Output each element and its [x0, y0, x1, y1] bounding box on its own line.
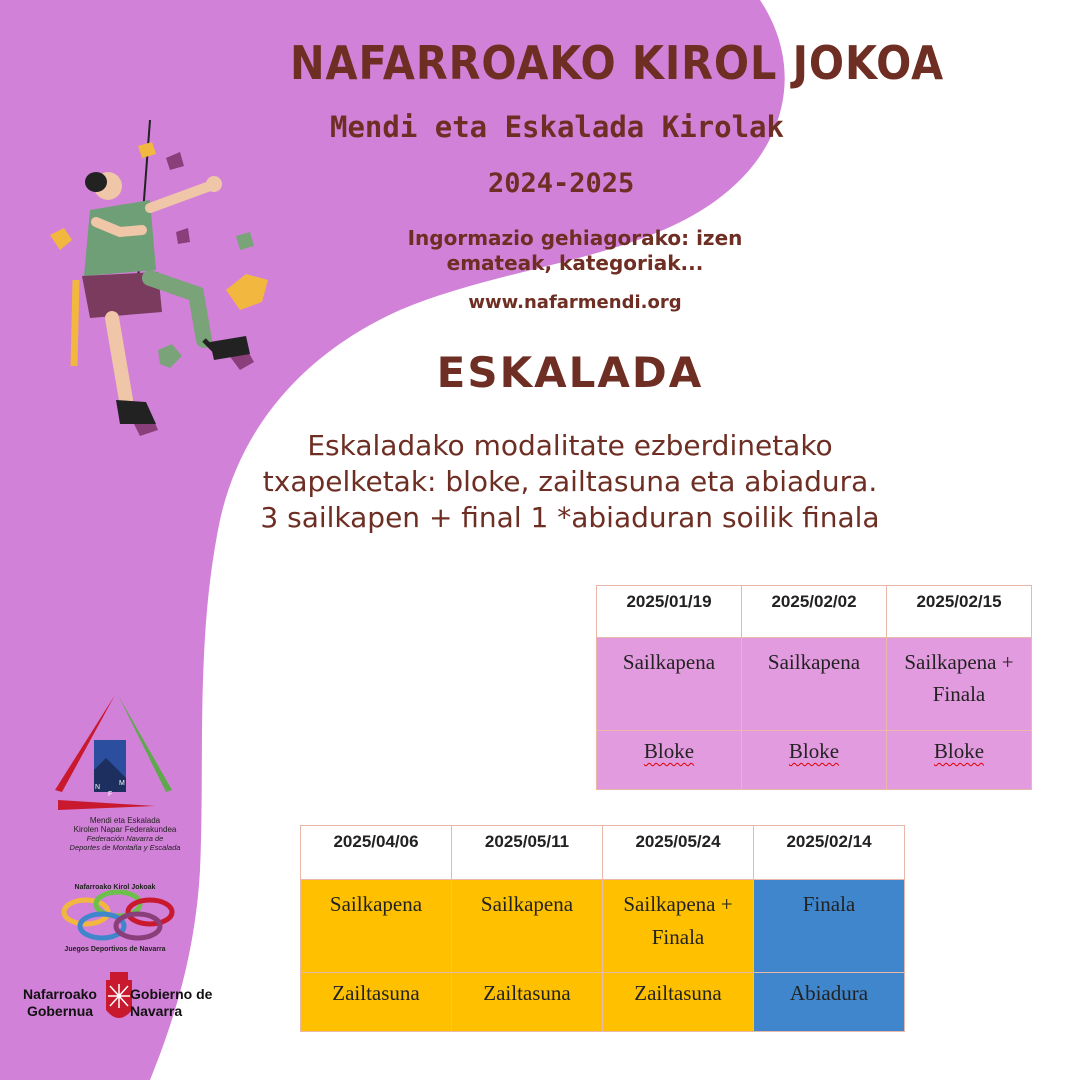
date-cell: 2025/02/02	[742, 586, 887, 638]
bloke-schedule-table	[596, 585, 1032, 790]
table-row	[597, 638, 1032, 731]
modality-cell: Abiadura	[754, 973, 905, 1032]
modality-cell: Zailtasuna	[301, 973, 452, 1032]
phase-cell: Sailkapena	[452, 880, 603, 973]
federation-name-line: Federación Navarra de	[86, 834, 164, 843]
phase-cell: Sailkapena	[597, 638, 742, 731]
phase-cell: Sailkapena	[301, 880, 452, 973]
kirol-jokoak-title: Nafarroako Kirol Jokoak	[74, 884, 156, 891]
modality-label: Bloke	[933, 739, 985, 763]
modality-cell: Zailtasuna	[452, 973, 603, 1032]
zailtasuna-schedule-table	[300, 825, 905, 1032]
date-cell: 2025/02/14	[754, 826, 905, 880]
section-description: Eskaladako modalitate ezberdinetako txapelketak: bloke, zailtasuna eta abiadura. 3 sailkapen + final 1 *abiaduran soilik finala	[260, 429, 880, 534]
season-years: 2024-2025	[488, 168, 635, 199]
date-cell: 2025/01/19	[597, 586, 742, 638]
date-cell: 2025/05/11	[452, 826, 603, 880]
section-title: ESKALADA	[436, 348, 704, 397]
date-cell: 2025/02/15	[887, 586, 1032, 638]
gobierno-basque-label: Nafarroako Gobernua	[23, 986, 97, 1019]
table-row	[301, 973, 905, 1032]
phase-cell: Sailkapena	[742, 638, 887, 731]
gobierno-spanish-label: Gobierno de Navarra	[130, 986, 213, 1019]
table-row	[597, 731, 1032, 790]
modality-label: Bloke	[643, 739, 695, 763]
modality-cell	[597, 731, 742, 790]
federation-name-line: Mendi eta Eskalada	[89, 816, 161, 825]
phase-cell: Finala	[754, 880, 905, 973]
page-subtitle: Mendi eta Eskalada Kirolak	[330, 110, 784, 144]
date-cell: 2025/05/24	[603, 826, 754, 880]
modality-cell	[887, 731, 1032, 790]
modality-label: Bloke	[788, 739, 840, 763]
website-link[interactable]: www.nafarmendi.org	[468, 292, 682, 313]
kirol-jokoak-subtitle: Juegos Deportivos de Navarra	[64, 946, 166, 953]
modality-cell	[742, 731, 887, 790]
date-cell: 2025/04/06	[301, 826, 452, 880]
page-title: NAFARROAKO KIROL JOKOA	[290, 36, 945, 90]
table-row	[301, 880, 905, 973]
table-row	[301, 826, 905, 880]
federation-monogram-f: F	[108, 791, 113, 798]
federation-monogram-n: N	[95, 784, 101, 791]
phase-cell: Sailkapena + Finala	[603, 880, 754, 973]
federation-name-line: Kirolen Napar Federakundea	[73, 825, 177, 834]
federation-name-line: Deportes de Montaña y Escalada	[69, 843, 181, 852]
modality-cell: Zailtasuna	[603, 973, 754, 1032]
federation-monogram-m: M	[119, 780, 125, 787]
phase-cell: Sailkapena + Finala	[887, 638, 1032, 731]
info-text: Ingormazio gehiagorako: izen emateak, kategoriak...	[407, 226, 743, 275]
table-row	[597, 586, 1032, 638]
